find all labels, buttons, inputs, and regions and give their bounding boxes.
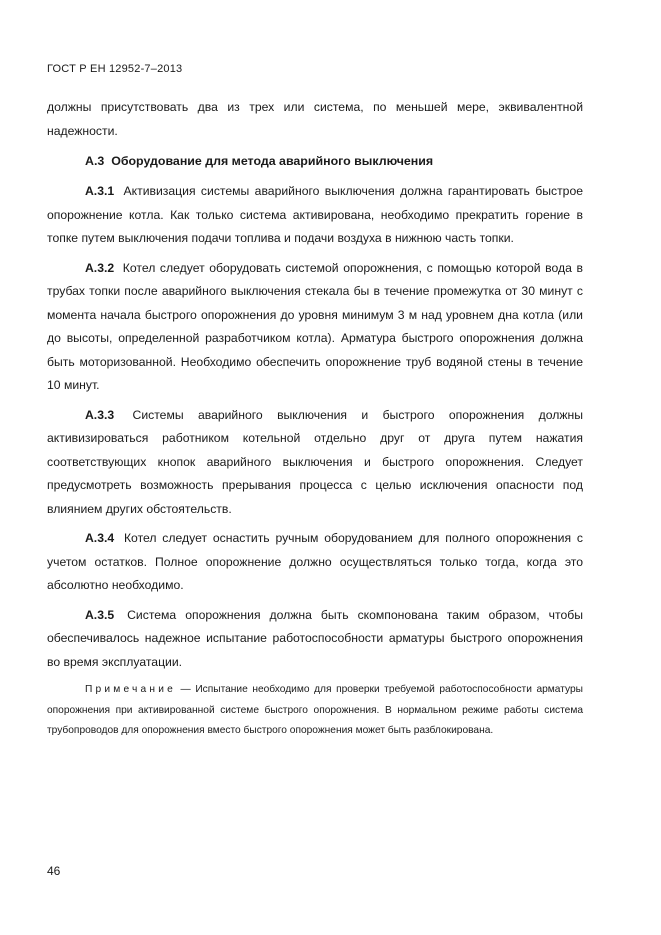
note-text: Испытание необходимо для проверки требуемой работоспособности арматуры опорожнения при активированной системе быстрого опорожнения. В нормальном режиме работы система трубопроводов для опорожнения вместо быстрого опорожнения может быть разблокирована. <box>47 684 583 736</box>
section-heading <box>47 151 583 171</box>
paragraph-number: А.3.1 <box>85 184 115 198</box>
paragraph-number: А.3.4 <box>85 531 115 545</box>
intro-paragraph: должны присутствовать два из трех или система, по меньшей мере, эквивалентной надежности. <box>47 100 583 138</box>
section-title: Оборудование для метода аварийного выключения <box>111 154 434 168</box>
section-number: А.3 <box>85 154 105 168</box>
note-label: Примечание <box>85 684 176 695</box>
paragraph-number: А.3.3 <box>85 407 115 422</box>
note-dash: — <box>175 684 196 695</box>
paragraph-text: Активизация системы аварийного выключения должна гарантировать быстрое опорожнение котла. Как только система активирована, необходимо прекратить горение в топке путем выключения подачи топлива и подачи воздуха в нижнюю часть топки. <box>47 184 584 245</box>
paragraph-number: А.3.2 <box>85 260 115 275</box>
page-number: 46 <box>47 864 61 878</box>
paragraph-text: Система опорожнения должна быть скомпонована таким образом, чтобы обеспечивалось надежное испытание работоспособности арматуры быстрого опорожнения во время эксплуатации. <box>47 607 583 669</box>
page-content <box>47 96 583 742</box>
paragraph-a34 <box>47 527 583 598</box>
paragraph-a33 <box>47 404 583 522</box>
paragraph-a35 <box>47 604 583 675</box>
paragraph-text: Котел следует оборудовать системой опорожнения, с помощью которой вода в трубах топки после аварийного выключения стекала бы в течение промежутка от 30 минут с момента начала быстрого опорожнения до уровня минимум 3 м над уровнем дна котла (или до высоты, определенной разработчиком котла). Арматура быстрого опорожнения должна быть моторизованной. Необходимо обеспечить опорожнение труб водяной стены в течение 10 минут. <box>47 260 584 392</box>
document-header: ГОСТ Р ЕН 12952-7–2013 <box>47 63 183 75</box>
paragraph-number: А.3.5 <box>85 607 115 622</box>
paragraph-text: Котел следует оснастить ручным оборудованием для полного опорожнения с учетом остатков. Полное опорожнение должно осуществляться только тогда, когда это абсолютно необходимо. <box>47 531 583 592</box>
paragraph-a32 <box>47 257 583 398</box>
paragraph-a31 <box>47 180 583 251</box>
paragraph-text: Системы аварийного выключения и быстрого опорожнения должны активизироваться работником котельной отдельно друг от друга путем нажатия соответствующих кнопок аварийного выключения и быстрого опорожнения. Следует предусмотреть возможность прерывания процесса с целью исключения опасности под влиянием других обстоятельств. <box>47 407 583 516</box>
note-paragraph <box>47 680 583 742</box>
